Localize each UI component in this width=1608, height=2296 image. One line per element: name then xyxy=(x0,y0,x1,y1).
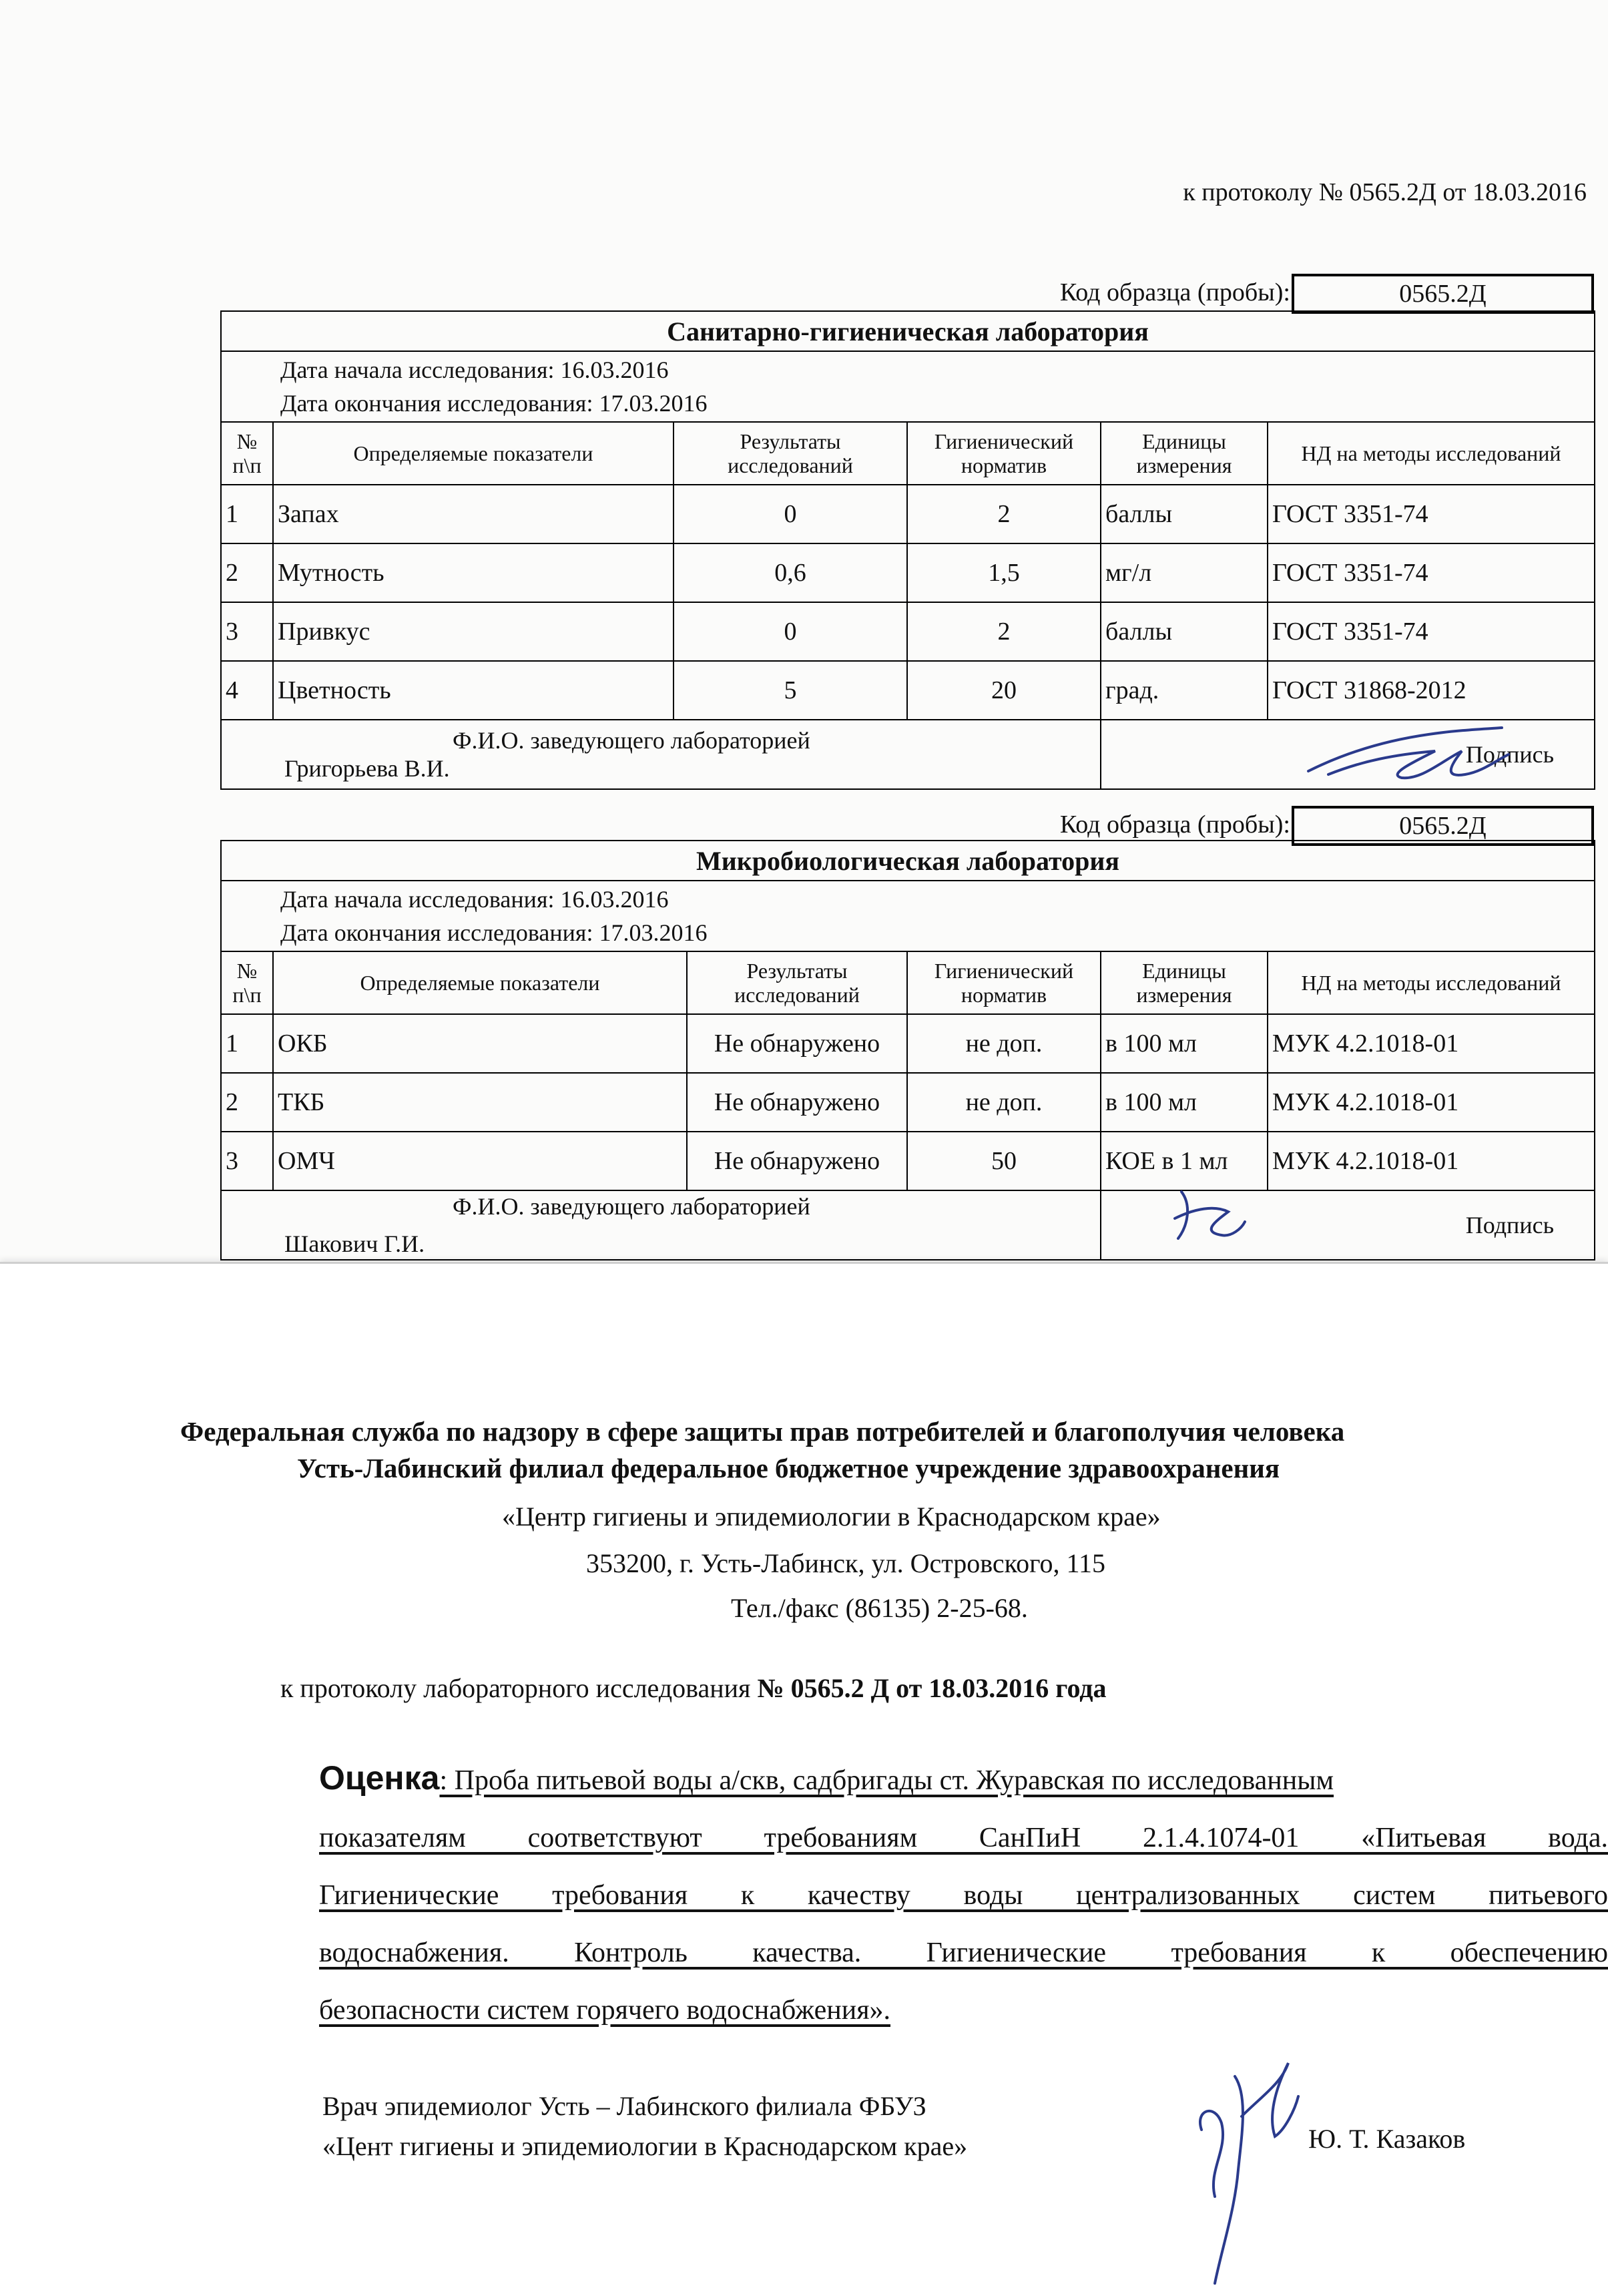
head-of-lab-label: Ф.И.О. заведующего лабораторией xyxy=(453,1193,810,1220)
row-number: 3 xyxy=(221,1132,273,1190)
doctor-organization: «Цент гигиены и эпидемиологии в Краснодарском крае» xyxy=(322,2131,968,2161)
date-start: Дата начала исследования: 16.03.2016 xyxy=(280,886,669,913)
sample-code-box: 0565.2Д xyxy=(1292,806,1594,846)
assessment-line-5: безопасности систем горячего водоснабжения». xyxy=(319,1995,891,2026)
organization-line-2: Усть-Лабинский филиал федеральное бюджетное учреждение здравоохранения xyxy=(297,1453,1280,1483)
norm-value: 2 xyxy=(907,485,1101,543)
sample-code-box: 0565.2Д xyxy=(1292,274,1594,314)
norm-value: 1,5 xyxy=(907,543,1101,602)
table-row xyxy=(221,1132,1595,1190)
header-cell: Результаты исследований xyxy=(687,951,907,1014)
header-cell: № п\п xyxy=(221,951,273,1014)
signature-label: Подпись xyxy=(1465,1212,1554,1238)
table-row xyxy=(221,485,1595,543)
header-cell: Гигиенический норматив xyxy=(907,951,1101,1014)
unit-value: мг/л xyxy=(1101,543,1268,602)
result-value: 0,6 xyxy=(674,543,907,602)
method-value: МУК 4.2.1018-01 xyxy=(1268,1132,1595,1190)
method-value: МУК 4.2.1018-01 xyxy=(1268,1073,1595,1132)
result-value: Не обнаружено xyxy=(687,1132,907,1190)
lab-title: Санитарно-гигиеническая лаборатория xyxy=(221,311,1595,351)
row-number: 4 xyxy=(221,661,273,720)
handwritten-signature-icon xyxy=(1161,1185,1255,1245)
sanitary-sample-code xyxy=(220,274,1594,312)
norm-value: не доп. xyxy=(907,1073,1101,1132)
table-row xyxy=(221,661,1595,720)
indicator-name: Мутность xyxy=(273,543,674,602)
table-footer xyxy=(221,1190,1595,1260)
result-value: Не обнаружено xyxy=(687,1014,907,1073)
header-cell: Единицы измерения xyxy=(1101,951,1268,1014)
protocol-number: № 0565.2 Д от 18.03.2016 года xyxy=(757,1673,1107,1703)
method-value: ГОСТ 3351-74 xyxy=(1268,543,1595,602)
row-number: 1 xyxy=(221,1014,273,1073)
table-row xyxy=(221,1014,1595,1073)
doctor-signature-icon xyxy=(1175,2036,1308,2290)
micro-sample-code xyxy=(220,806,1594,845)
header-cell: Определяемые показатели xyxy=(273,951,687,1014)
row-number: 1 xyxy=(221,485,273,543)
signature-label: Подпись xyxy=(1465,741,1555,768)
unit-value: в 100 мл xyxy=(1101,1073,1268,1132)
header-cell: Гигиенический норматив xyxy=(907,422,1101,485)
assessment-block xyxy=(319,1749,1608,2059)
table-row xyxy=(221,1073,1595,1132)
head-of-lab-name: Шакович Г.И. xyxy=(284,1230,425,1257)
result-value: 0 xyxy=(674,485,907,543)
norm-value: не доп. xyxy=(907,1014,1101,1073)
norm-value: 20 xyxy=(907,661,1101,720)
protocol-reference: к протоколу № 0565.2Д от 18.03.2016 xyxy=(1183,178,1587,206)
header-cell: № п\п xyxy=(221,422,273,485)
assessment-line-1 xyxy=(319,1749,1608,1809)
doctor-title: Врач эпидемиолог Усть – Лабинского филиала ФБУЗ xyxy=(322,2091,926,2121)
unit-value: в 100 мл xyxy=(1101,1014,1268,1073)
unit-value: баллы xyxy=(1101,602,1268,661)
row-number: 2 xyxy=(221,543,273,602)
row-number: 2 xyxy=(221,1073,273,1132)
row-number: 3 xyxy=(221,602,273,661)
result-value: 5 xyxy=(674,661,907,720)
protocol-line xyxy=(280,1672,1107,1704)
indicator-name: ОКБ xyxy=(273,1014,687,1073)
assessment-text: : Проба питьевой воды а/скв, садбригады ст. Журавская по исследованным xyxy=(439,1765,1334,1796)
assessment-label: Оценка xyxy=(319,1759,440,1797)
indicator-name: ОМЧ xyxy=(273,1132,687,1190)
sample-code-label: Код образца (пробы): xyxy=(1059,278,1290,306)
table-header xyxy=(221,422,1595,485)
doctor-block xyxy=(322,2086,967,2166)
head-of-lab-cell xyxy=(221,720,1101,789)
head-of-lab-label: Ф.И.О. заведующего лабораторией xyxy=(453,727,810,754)
table-header xyxy=(221,951,1595,1014)
assessment-line-2: показателям соответствуют требованиям СанПиН 2.1.4.1074-01 «Питьевая вода. xyxy=(319,1823,1608,1853)
sample-code-label: Код образца (пробы): xyxy=(1059,811,1290,839)
table-row xyxy=(221,543,1595,602)
organization-line-1: Федеральная служба по надзору в сфере защиты прав потребителей и благополучия человека xyxy=(180,1416,1345,1447)
header-cell: НД на методы исследований xyxy=(1268,422,1595,485)
organization-address: 353200, г. Усть-Лабинск, ул. Островского, 115 xyxy=(586,1548,1105,1578)
handwritten-signature-icon xyxy=(1302,714,1522,788)
date-end: Дата окончания исследования: 17.03.2016 xyxy=(280,919,708,946)
indicator-name: Запах xyxy=(273,485,674,543)
head-of-lab-name: Григорьева В.И. xyxy=(284,755,450,782)
head-of-lab-cell xyxy=(221,1190,1101,1260)
assessment-line-4: водоснабжения. Контроль качества. Гигиенические требования к обеспечению xyxy=(319,1937,1608,1968)
unit-value: град. xyxy=(1101,661,1268,720)
organization-phone: Тел./факс (86135) 2-25-68. xyxy=(731,1593,1028,1623)
norm-value: 2 xyxy=(907,602,1101,661)
method-value: МУК 4.2.1018-01 xyxy=(1268,1014,1595,1073)
result-value: 0 xyxy=(674,602,907,661)
doctor-name: Ю. Т. Казаков xyxy=(1308,2124,1466,2154)
micro-lab-table xyxy=(220,840,1595,1260)
lab-dates xyxy=(221,881,1595,951)
header-cell: НД на методы исследований xyxy=(1268,951,1595,1014)
date-end: Дата окончания исследования: 17.03.2016 xyxy=(280,390,708,417)
method-value: ГОСТ 3351-74 xyxy=(1268,485,1595,543)
lab-dates xyxy=(221,351,1595,422)
protocol-prefix: к протоколу лабораторного исследования xyxy=(280,1673,758,1703)
indicator-name: Цветность xyxy=(273,661,674,720)
header-cell: Определяемые показатели xyxy=(273,422,674,485)
result-value: Не обнаружено xyxy=(687,1073,907,1132)
assessment-line-3: Гигиенические требования к качеству воды централизованных систем питьевого xyxy=(319,1880,1608,1911)
table-row xyxy=(221,602,1595,661)
header-cell: Результаты исследований xyxy=(674,422,907,485)
unit-value: баллы xyxy=(1101,485,1268,543)
norm-value: 50 xyxy=(907,1132,1101,1190)
header-cell: Единицы измерения xyxy=(1101,422,1268,485)
organization-line-3: «Центр гигиены и эпидемиологии в Краснодарском крае» xyxy=(502,1502,1161,1532)
lab-title: Микробиологическая лаборатория xyxy=(221,841,1595,881)
unit-value: КОЕ в 1 мл xyxy=(1101,1132,1268,1190)
indicator-name: ТКБ xyxy=(273,1073,687,1132)
method-value: ГОСТ 3351-74 xyxy=(1268,602,1595,661)
date-start: Дата начала исследования: 16.03.2016 xyxy=(280,357,669,383)
method-value: ГОСТ 31868-2012 xyxy=(1268,661,1595,720)
indicator-name: Привкус xyxy=(273,602,674,661)
